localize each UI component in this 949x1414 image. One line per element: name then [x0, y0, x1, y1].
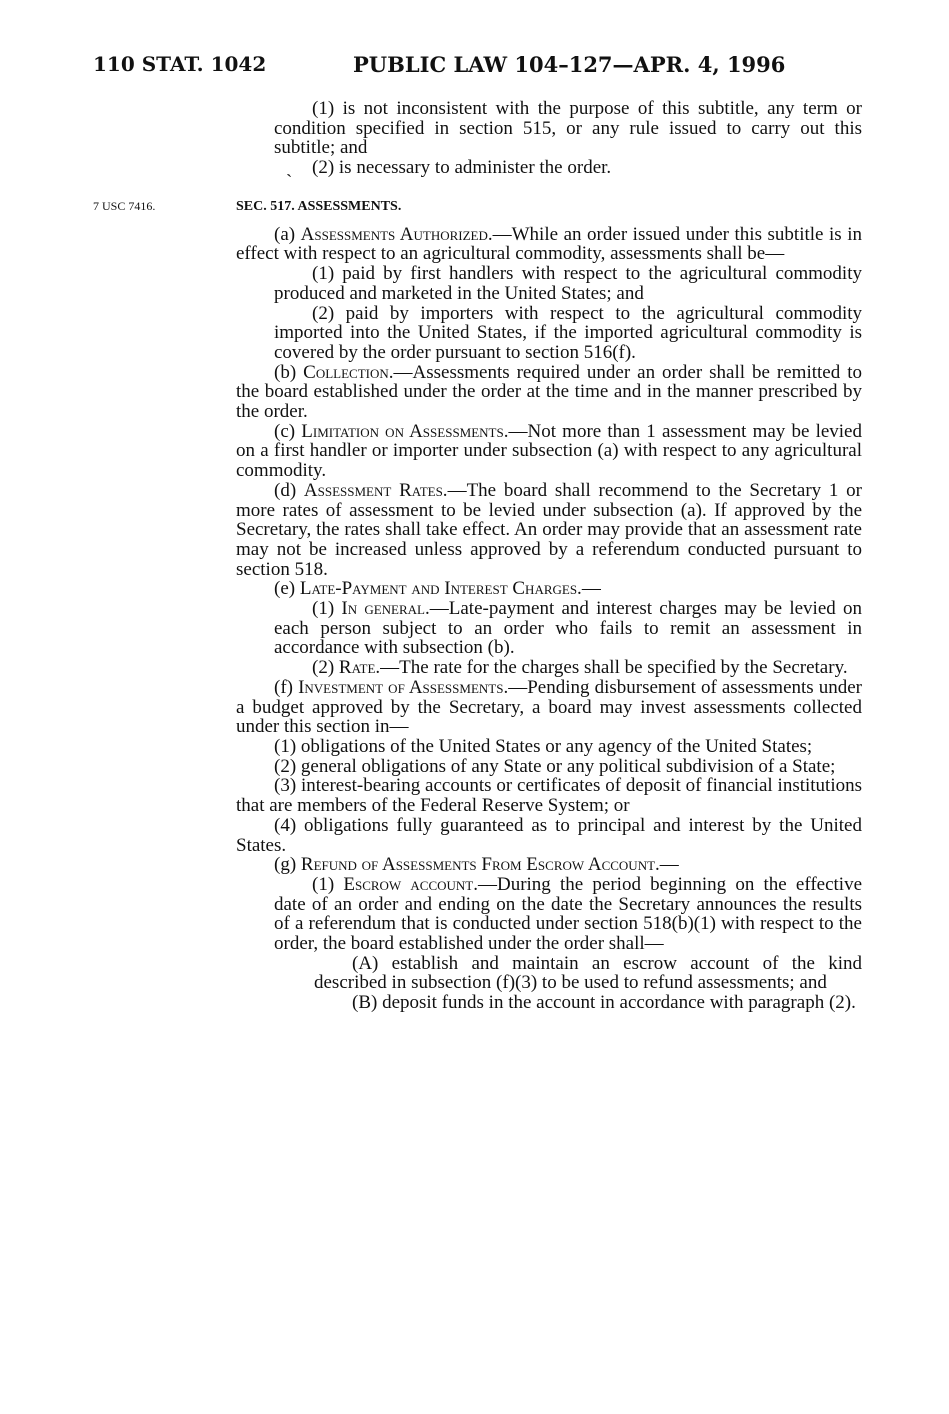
section-heading: SEC. 517. ASSESSMENTS.: [236, 199, 402, 214]
paragraph-1: (1) is not inconsistent with the purpose of this subtitle, any term or condition specified in section 515, or any rule issued to carry out this subtitle; and: [274, 98, 862, 159]
public-law-title: PUBLIC LAW 104–127—APR. 4, 1996: [353, 52, 786, 77]
top-continuation: [236, 99, 862, 178]
subsection-e: (e) Late-Payment and Interest Charges.—: [274, 578, 601, 600]
margin-citation: 7 USC 7416.: [93, 199, 156, 213]
subsection-e-1: (1) In general.—Late-payment and interest charges may be levied on each person subject to an order who fails to remit an assessment in accordance with subsection (b).: [274, 598, 862, 659]
subsection-c: (c) Limitation on Assessments.—Not more than 1 assessment may be levied on a first handler or importer under subsection (a) with respect to any agricultural commodity.: [236, 420, 862, 482]
paragraph-2-text: (2) is necessary to administer the order.: [312, 157, 612, 179]
section-517: [236, 197, 862, 1013]
subsection-d: (d) Assessment Rates.—The board shall recommend to the Secretary 1 or more rates of assessment to be levied under subsection (a). If approved by the Secretary, the rates shall take effect. An order may provide that an assessment rate may not be increased unless approved by a referendum conducted pursuant to section 518.: [236, 479, 862, 580]
subsection-g-1-B: (B) deposit funds in the account in accordance with paragraph (2).: [352, 992, 856, 1014]
subsection-g-1-A: (A) establish and maintain an escrow account of the kind described in subsection (f)(3) to be used to refund assessments; and: [314, 952, 862, 994]
subsection-a-1: (1) paid by first handlers with respect to the agricultural commodity produced and marketed in the United States; and: [274, 263, 862, 304]
paragraph-2: ˏ (2) is necessary to administer the order.: [286, 157, 612, 179]
subsection-f: (f) Investment of Assessments.—Pending disbursement of assessments under a budget approved by the Secretary, a board may invest assessments collected under this section in—: [236, 676, 863, 738]
statute-page-number: 110 STAT. 1042: [93, 52, 267, 76]
subsection-f-3: (3) interest-bearing accounts or certificates of deposit of financial institutions that are members of the Federal Reserve System; or: [236, 775, 862, 817]
page-header: [93, 52, 869, 82]
subsection-f-2: (2) general obligations of any State or any political subdivision of a State;: [274, 755, 836, 777]
subsection-b: (b) Collection.—Assessments required under an order shall be remitted to the board established under the order at the time and in the manner prescribed by the order.: [236, 361, 862, 423]
subsection-f-1: (1) obligations of the United States or any agency of the United States;: [274, 735, 813, 757]
subsection-g: (g) Refund of Assessments From Escrow Account.—: [274, 854, 679, 876]
subsection-a: (a) Assessments Authorized.—While an order issued under this subtitle is in effect with respect to an agricultural commodity, assessments shall be—: [236, 223, 862, 265]
subsection-f-4: (4) obligations fully guaranteed as to principal and interest by the United States.: [236, 814, 862, 856]
subsection-e-2: (2) Rate.—The rate for the charges shall be specified by the Secretary.: [312, 657, 848, 679]
subsection-a-2: (2) paid by importers with respect to the agricultural commodity imported into the United States, if the imported agricultural commodity is covered by the order pursuant to section 516(f).: [274, 302, 862, 363]
subsection-g-1: (1) Escrow account.—During the period beginning on the effective date of an order and ending on the date the Secretary announces the results of a referendum that is conducted under section 518(b)(1) with respect to the order, the board established under the order shall—: [274, 873, 863, 955]
